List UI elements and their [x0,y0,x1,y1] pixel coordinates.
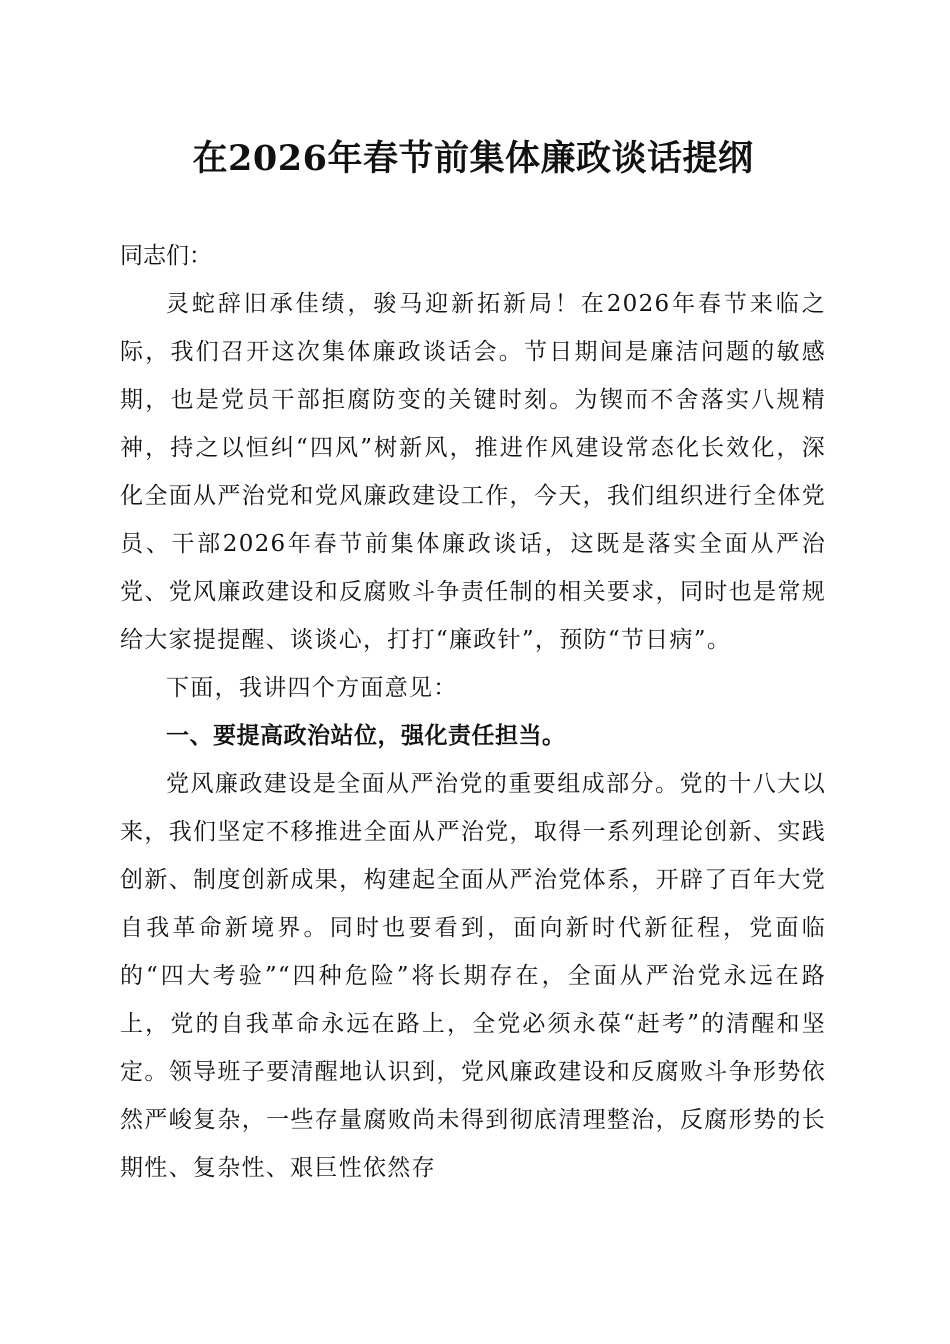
intro-paragraph: 灵蛇辞旧承佳绩，骏马迎新拓新局！在2026年春节来临之际，我们召开这次集体廉政谈话会。节日期间是廉洁问题的敏感期，也是党员干部拒腐防变的关键时刻。为锲而不舍落实八规精神，持之以恒纠“四风”树新风，推进作风建设常态化长效化，深化全面从严治党和党风廉政建设工作，今天，我们组织进行全体党员、干部2026年春节前集体廉政谈话，这既是落实全面从严治党、党风廉政建设和反腐败斗争责任制的相关要求，同时也是常规给大家提提醒、谈谈心，打打“廉政针”，预防“节日病”。 [120,291,826,653]
document-title: 在2026年春节前集体廉政谈话提纲 [192,138,754,179]
salutation: 同志们： [120,243,212,269]
section-1-body: 党风廉政建设是全面从严治党的重要组成部分。党的十八大以来，我们坚定不移推进全面从严治党，取得一系列理论创新、实践创新、制度创新成果，构建起全面从严治党体系，开辟了百年大党自我革命新境界。同时也要看到，面向新时代新征程，党面临的“四大考验”“四种危险”将长期存在，全面从严治党永远在路上，党的自我革命永远在路上，全党必须永葆“赶考”的清醒和坚定。领导班子要清醒地认识到，党风廉政建设和反腐败斗争形势依然严峻复杂，一些存量腐败尚未得到彻底清理整治，反腐形势的长期性、复杂性、艰巨性依然存 [120,771,826,1181]
document-page [120,126,826,1192]
outline-paragraph: 下面，我讲四个方面意见： [166,675,458,701]
section-1-heading: 一、要提高政治站位，强化责任担当。 [166,723,566,749]
